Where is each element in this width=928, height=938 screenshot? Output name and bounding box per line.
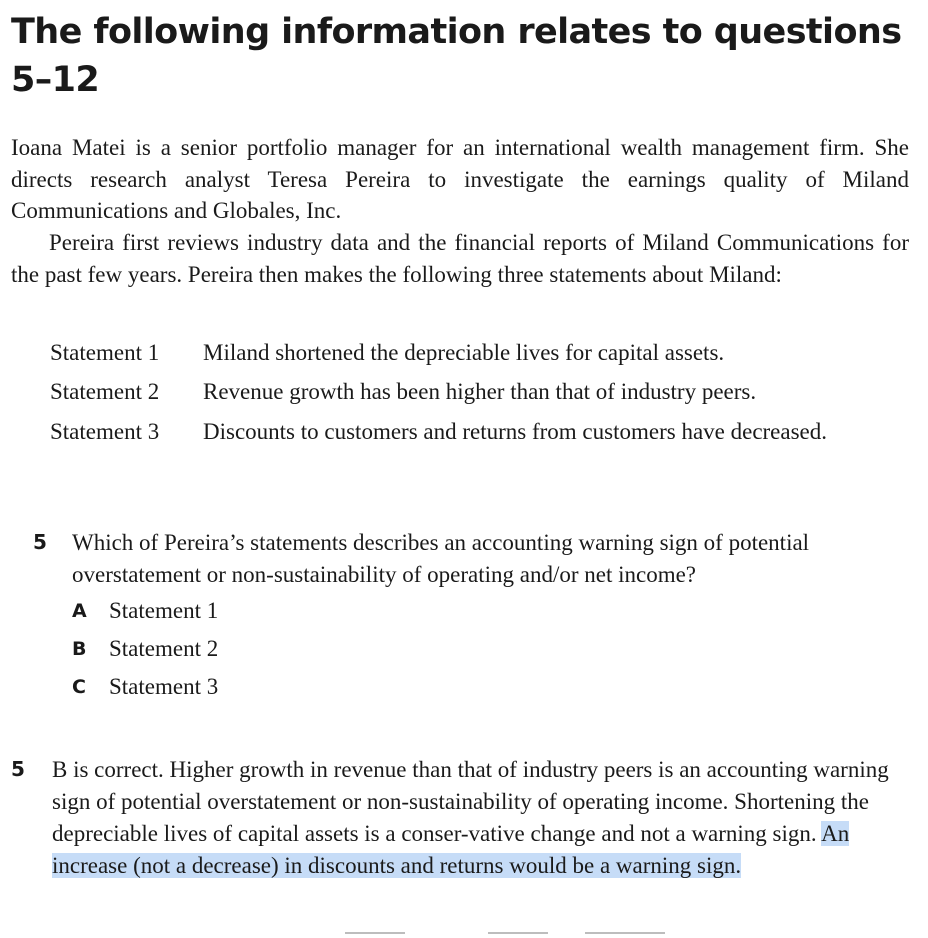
intro-paragraph-2: Pereira first reviews industry data and the financial reports of Miland Communications for the past few years. Pereira then makes the following three statements about Miland: (11, 230, 909, 287)
option-a-letter: A (72, 600, 87, 622)
answer-number: 5 (11, 757, 25, 781)
cropped-text-fragment (345, 932, 405, 934)
option-b-text: Statement 2 (109, 636, 219, 661)
section-heading-line1: The following information relates to questions (11, 12, 902, 52)
answer-text: B is correct. Higher growth in revenue than that of industry peers is an accounting warning sign of potential overstatement or non-sustainability of operating income. Shortening the depreciable lives of capital assets is a conser-vative change and not a warning sign. (52, 757, 889, 846)
option-c-text: Statement 3 (109, 674, 219, 699)
section-heading-line2: 5–12 (11, 60, 100, 100)
statement-3-text: Discounts to customers and returns from customers have decreased. (203, 419, 828, 444)
cropped-text-fragment (488, 932, 548, 934)
statement-2-text: Revenue growth has been higher than that of industry peers. (203, 379, 757, 404)
cropped-text-fragment (585, 932, 665, 934)
answer-explanation (52, 754, 918, 882)
option-b-letter: B (72, 638, 87, 660)
intro-paragraph-1: Ioana Matei is a senior portfolio manager for an international wealth management firm. She directs research analyst Teresa Pereira to investigate the earnings quality of Miland Communications and Globales, Inc. (11, 135, 909, 223)
question-text: Which of Pereira’s statements describes an accounting warning sign of potential overstatement or non-sustainability of operating and/or net income? (72, 530, 810, 587)
statement-1-label: Statement 1 (50, 340, 160, 365)
statement-1-text: Miland shortened the depreciable lives for capital assets. (203, 340, 725, 365)
statement-2-label: Statement 2 (50, 379, 160, 404)
section-heading (11, 8, 911, 104)
option-a-text: Statement 1 (109, 598, 219, 623)
option-c-letter: C (72, 676, 86, 698)
statement-3-label: Statement 3 (50, 419, 160, 444)
answer-highlighted-text: An increase (not a decrease) in discounts and returns would be a warning sign. (52, 821, 850, 878)
question-number: 5 (33, 530, 47, 554)
